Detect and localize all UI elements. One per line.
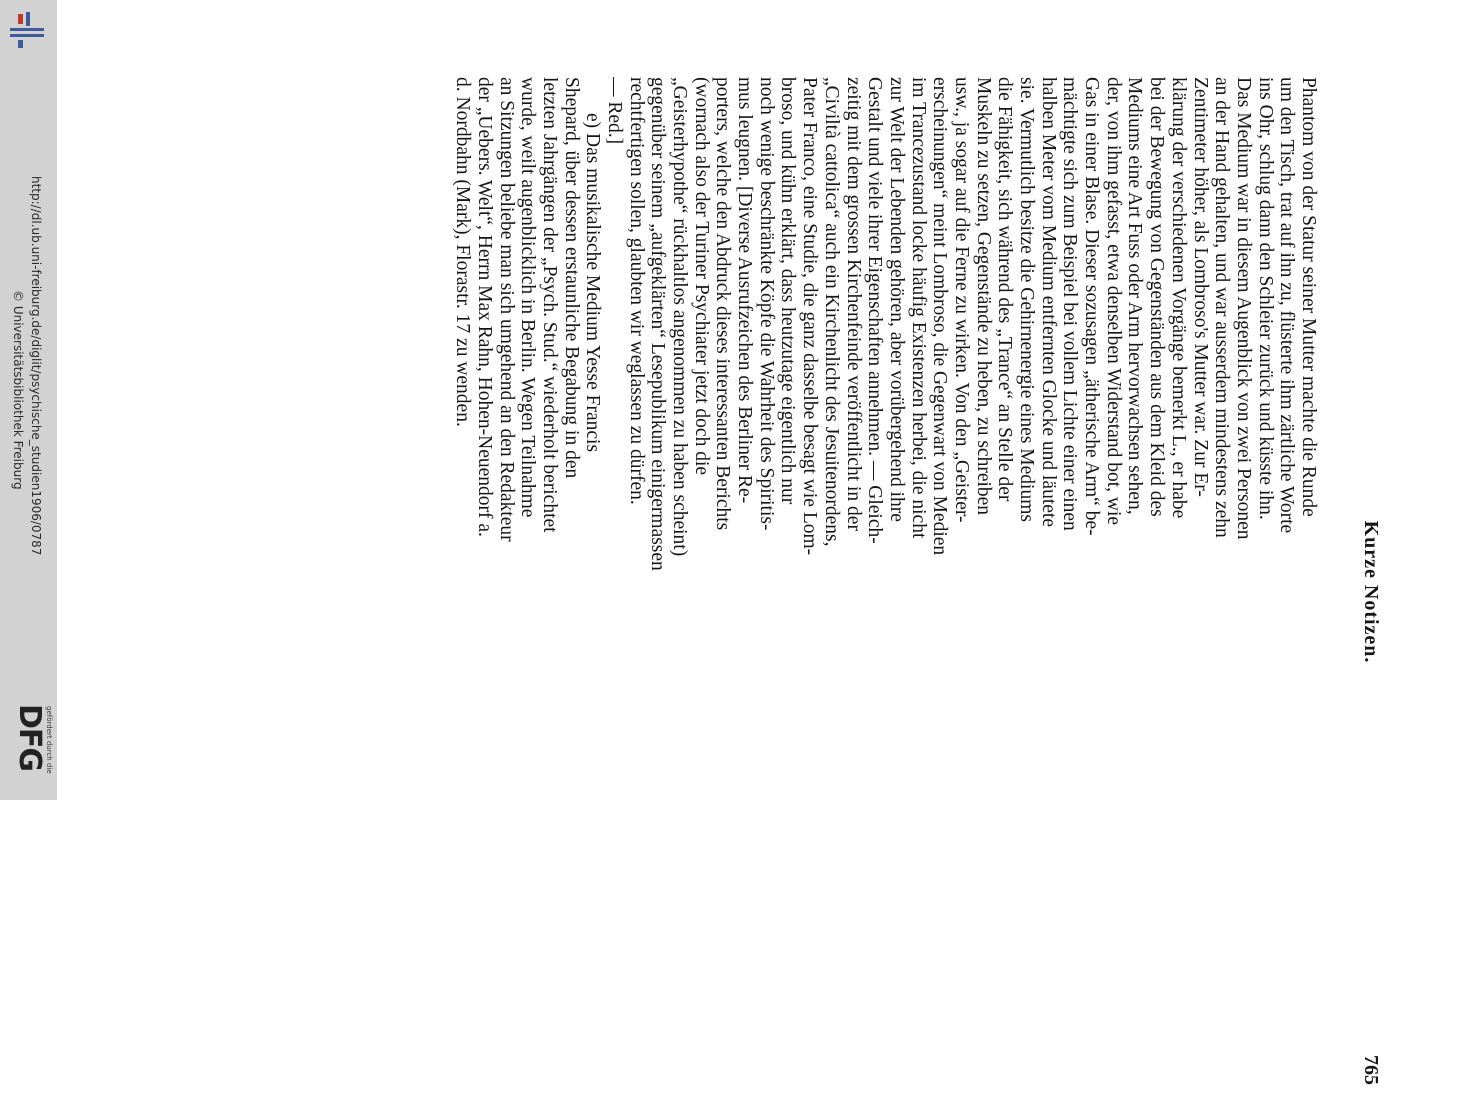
source-url-link[interactable]: http://dl.ub.uni-freiburg.de/diglit/psychische_studien1906/0787 (29, 176, 43, 556)
text-line: broso, und kühn erklärt, dass heutzutage eigentlich nur (777, 77, 799, 505)
text-line: der „Uebers. Welt“, Herrn Max Rahn, Hohen-Neuendorf a. (473, 77, 495, 537)
text-line: — Red.] (604, 77, 625, 145)
scanned-page (322, 77, 1382, 1107)
running-head: Kurze Notizen. (1360, 520, 1382, 664)
text-line: „Geisterhypothe“ rückhaltlos angenommen zu haben scheint) (669, 77, 691, 557)
dfg-logo-icon: DFG (12, 704, 47, 772)
text-line: d. Nordbahn (Mark), Florastr. 17 zu wenden. (452, 77, 474, 427)
text-line: gegenüber seinem „aufgeklärten“ Lesepublikum einigermassen (647, 77, 669, 571)
text-line: Muskeln zu setzen, Gegenstände zu heben, zu schreiben (972, 77, 994, 516)
text-line: halben Meter vom Medium entfernten Glocke und läutete (1037, 77, 1059, 527)
text-line: Gestalt und viele ihrer Eigenschaften annehmen. — Gleich- (864, 77, 886, 544)
text-line: im Trancezustand locke häufig Existenzen herbei, die nicht (907, 77, 929, 539)
text-line: noch wenige beschränkte Köpfe die Wahrheit des Spiritis- (755, 77, 777, 531)
page-number: 765 (1360, 1055, 1382, 1085)
text-line: klärung der verschiedenen Vorgänge bemerkt L., er habe (1167, 77, 1189, 519)
text-line: Pater Franco, eine Studie, die ganz dasselbe besagt wie Lom- (799, 77, 821, 556)
text-line: erscheinungen“ meint Lombroso, die Gegenwart von Medien (929, 77, 951, 556)
copyright-notice: © Universitätsbibliothek Freiburg (11, 290, 25, 490)
text-line: um den Tisch, trat auf ihn zu, flüsterte ihm zärtliche Worte (1276, 77, 1298, 534)
text-line: bei der Bewegung von Gegenständen aus dem Kleid des (1146, 77, 1168, 517)
text-line: zeitig mit dem grossen Kirchenfeinde veröffentlicht in der (842, 77, 864, 531)
text-line: Phantom von der Statur seiner Mutter machte die Runde (1298, 77, 1319, 517)
text-line: Zentimeter höher, als Lombroso's Mutter war. Zur Er- (1189, 77, 1211, 497)
text-line: ins Ohr, schlug dann den Schleier zurück und küsste ihn. (1254, 77, 1276, 520)
text-line: Das Medium war in diesem Augenblick von zwei Personen (1232, 77, 1254, 540)
text-line: der, von ihm gefasst, etwa denselben Widerstand bot, wie (1102, 77, 1124, 526)
page-header (1342, 77, 1382, 1107)
text-line: wurde, weilt augenblicklich in Berlin. Wegen Teilnahme (517, 77, 539, 518)
text-line: „Civiltà cattolica“ auch ein Kirchenlicht des Jesuitenordens, (820, 77, 842, 547)
text-line: rechtfertigen sollen, glaubten wir weglassen zu dürfen. (625, 77, 647, 505)
text-line: letzten Jahrgängen der „Psych. Stud.“ wiederholt berichtet (538, 77, 560, 533)
dfg-funding-block (0, 700, 57, 800)
text-line: e) Das musikalische Medium Yesse Francis (582, 113, 604, 453)
text-line: an der Hand gehalten, und war ausserdem mindestens zehn (1211, 77, 1233, 538)
text-line: (wornach also der Turiner Psychiater jetzt doch die (690, 77, 712, 476)
text-line: mächtigte sich zum Beispiel bei vollem Lichte einer einen (1059, 77, 1081, 531)
dfg-caption: gefördert durch die (45, 706, 53, 774)
text-line: Gas in einer Blase. Dieser sozusagen „ätherische Arm“ be- (1081, 77, 1103, 536)
text-line: Mediums eine Art Fuss oder Arm hervorwachsen sehen, (1124, 77, 1146, 515)
text-line: sie. Vermutlich besitze die Gehirnenergie eines Mediums (1016, 77, 1038, 522)
text-line: Shepard, über dessen erstaunliche Begabung in den (560, 77, 582, 479)
text-line: usw., ja sogar auf die Ferne zu wirken. Von den „Geister- (951, 77, 972, 523)
text-line: an Sitzungen beliebe man sich umgehend an den Redakteur (495, 77, 517, 542)
text-line: porters, welche den Abdruck dieses interessanten Berichts (712, 77, 734, 531)
text-line: die Fähigkeit, sich während des „Trance“ an Stelle der (994, 77, 1016, 502)
text-line: zur Welt der Lebenden gehören, aber vorübergehend ihre (885, 77, 907, 522)
university-library-logo-icon (4, 8, 48, 52)
viewer-sidebar (0, 0, 57, 800)
text-line: mus leugnen. [Diverse Ausrufzeichen des Berliner Re- (734, 77, 756, 504)
body-text (452, 77, 1320, 1107)
